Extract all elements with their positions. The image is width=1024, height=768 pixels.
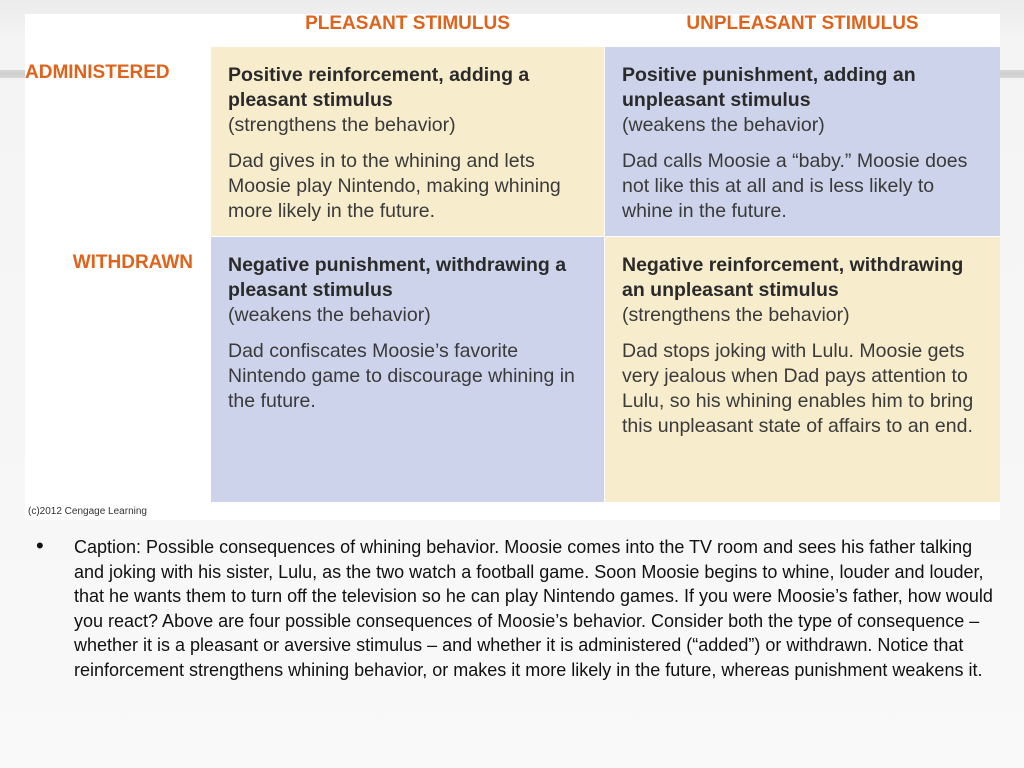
cell-positive-punishment xyxy=(605,47,1000,236)
cell-title: Positive reinforcement, adding a pleasant stimulus xyxy=(228,64,530,111)
row-header-administered: ADMINISTERED xyxy=(25,62,170,83)
cell-example: Dad stops joking with Lulu. Moosie gets very jealous when Dad pays attention to Lulu, so his whining enables him to bring this unpleasant state of affairs to an end. xyxy=(622,340,974,437)
column-header-unpleasant: UNPLEASANT STIMULUS xyxy=(686,13,919,34)
cell-positive-reinforcement xyxy=(211,47,604,236)
column-header-pleasant: PLEASANT STIMULUS xyxy=(305,13,510,34)
cell-title: Positive punishment, adding an unpleasant stimulus xyxy=(622,64,916,111)
slide-caption xyxy=(36,535,996,682)
cell-example: Dad confiscates Moosie’s favorite Nintendo game to discourage whining in the future. xyxy=(228,340,575,412)
cell-negative-punishment xyxy=(211,237,604,502)
cell-negative-reinforcement xyxy=(605,237,1000,502)
cell-title: Negative reinforcement, withdrawing an unpleasant stimulus xyxy=(622,254,964,301)
cell-title: Negative punishment, withdrawing a pleasant stimulus xyxy=(228,254,567,301)
bullet-point: • xyxy=(36,533,44,558)
cell-effect: (weakens the behavior) xyxy=(622,114,825,136)
cell-effect: (strengthens the behavior) xyxy=(228,114,456,136)
cell-example: Dad gives in to the whining and lets Moosie play Nintendo, making whining more likely in the future. xyxy=(228,150,561,222)
copyright-credit: (c)2012 Cengage Learning xyxy=(28,506,147,517)
row-header-withdrawn: WITHDRAWN xyxy=(72,252,193,273)
consequences-table-figure xyxy=(25,14,1000,520)
cell-effect: (weakens the behavior) xyxy=(228,304,431,326)
cell-example: Dad calls Moosie a “baby.” Moosie does not like this at all and is less likely to whine in the future. xyxy=(622,150,968,222)
cell-effect: (strengthens the behavior) xyxy=(622,304,850,326)
caption-text: Caption: Possible consequences of whining behavior. Moosie comes into the TV room and sees his father talking and joking with his sister, Lulu, as the two watch a football game. Soon Moosie begins to whine, louder and louder, that he wants them to turn off the television so he can play Nintendo games. If you were Moosie’s father, how would you react? Above are four possible consequences of Moosie’s behavior. Consider both the type of consequence – whether it is a pleasant or aversive stimulus – and whether it is administered (“added”) or withdrawn. Notice that reinforcement strengthens whining behavior, or makes it more likely in the future, whereas punishment weakens it. xyxy=(74,537,993,680)
